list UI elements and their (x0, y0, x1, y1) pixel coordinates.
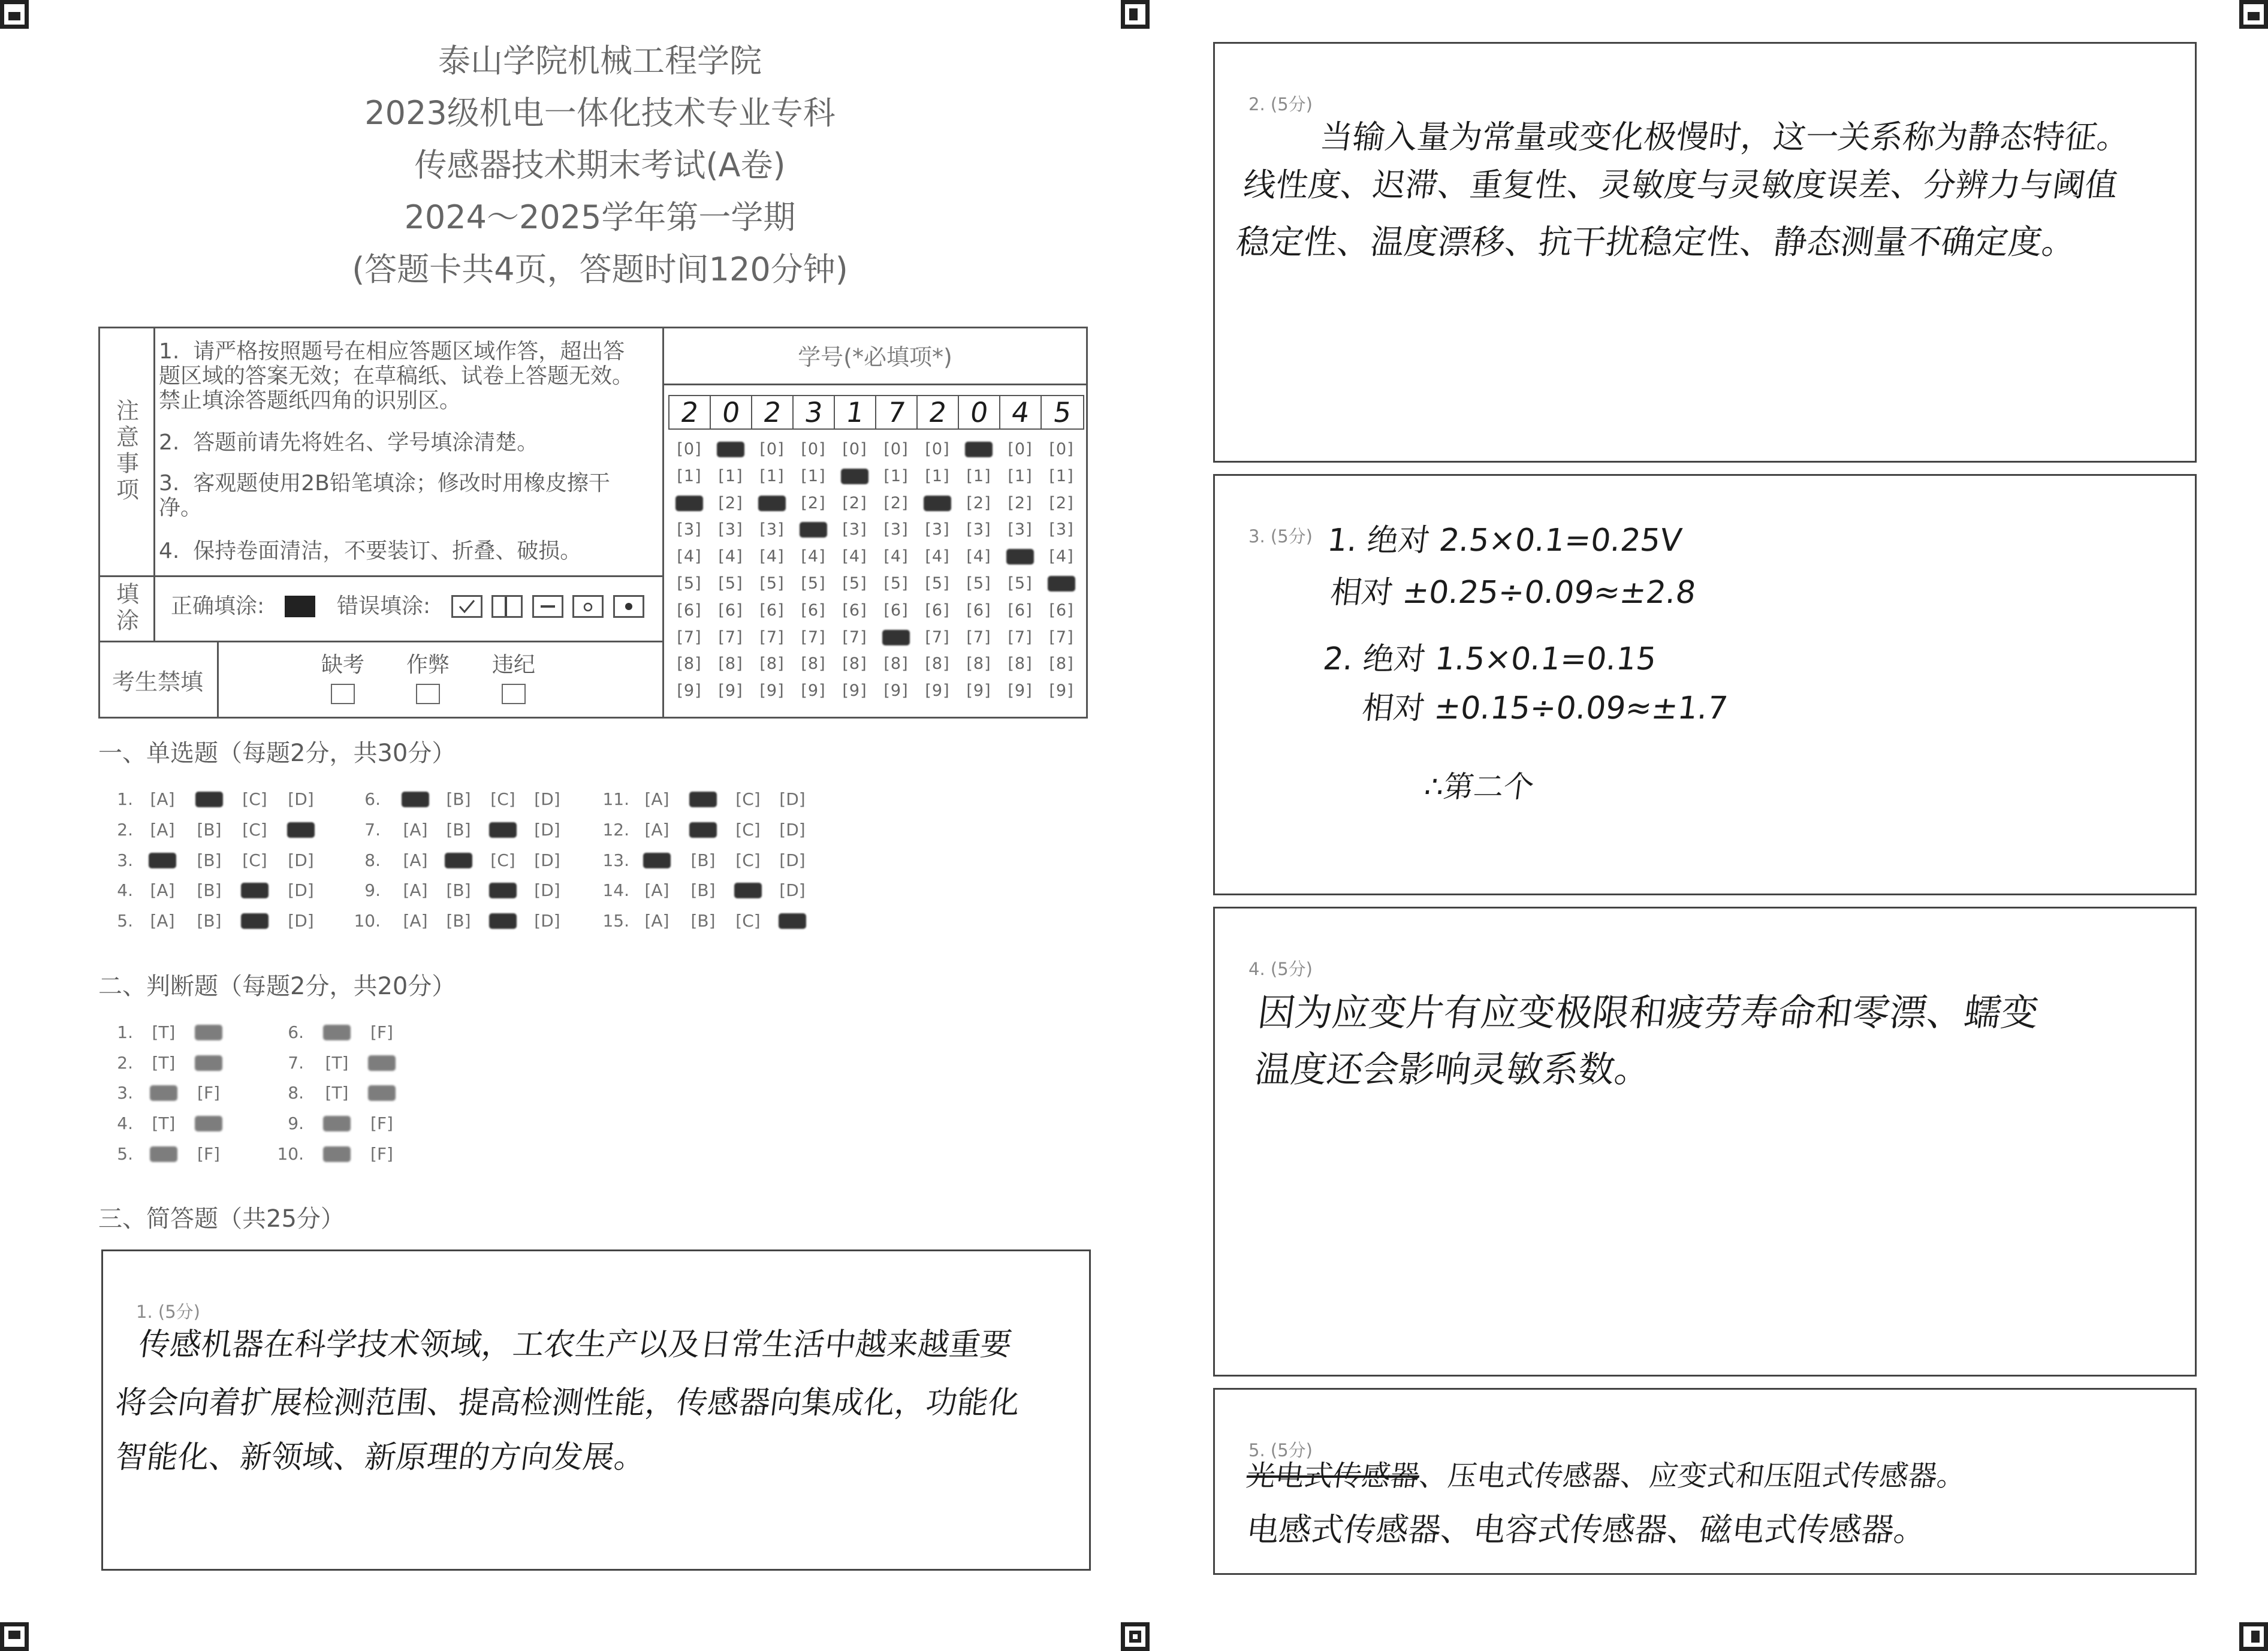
instructions-label-text: 注意事项 (112, 398, 139, 504)
bubble: [0] (842, 440, 867, 458)
bubble: [5] (1008, 574, 1033, 593)
bubble-filled (1006, 549, 1034, 565)
bubble-filled (965, 442, 993, 457)
bubble-filled (841, 469, 868, 484)
question-number: 12. (602, 820, 629, 840)
bubble: [4] (842, 547, 867, 566)
option-filled (150, 1146, 177, 1162)
option-bubble: [A] (150, 911, 175, 931)
answer-box-q4 (1213, 907, 2197, 1377)
bubble: [1] (883, 466, 909, 485)
bubble: [8] (883, 654, 909, 674)
bubble: [4] (677, 547, 702, 566)
option-bubble: [A] (403, 820, 428, 840)
bubble: [6] (966, 600, 991, 620)
bubble-filled (882, 630, 910, 645)
bubble: [5] (677, 574, 702, 593)
bubble: [5] (883, 574, 909, 593)
handwritten-line: 相对 ±0.25÷0.09≈±2.8 (1328, 575, 1698, 611)
question-number: 2. (117, 820, 133, 840)
bubble: [7] (1008, 627, 1033, 647)
handwritten-line: 相对 ±0.15÷0.09≈±1.7 (1360, 690, 1730, 726)
bubble: [9] (883, 681, 909, 701)
option-filled (287, 822, 315, 838)
option-bubble: [C] (735, 820, 761, 840)
bubble: [2] (842, 493, 867, 512)
divider (662, 327, 664, 719)
student-id-digits (668, 395, 1084, 430)
question-number: 4. (117, 1113, 133, 1133)
question-number: 15. (602, 911, 629, 931)
bubble: [6] (842, 600, 867, 620)
question-label-q4: 4. (5分) (1248, 959, 1313, 979)
option-bubble: [F] (370, 1144, 393, 1164)
exam-title: 传感器技术期末考试(A卷) (414, 146, 786, 184)
option-filled (150, 1085, 177, 1101)
student-id-digit: 5 (1051, 396, 1073, 428)
bubble: [3] (842, 520, 867, 539)
question-number: 10. (277, 1144, 304, 1164)
option-bubble: [C] (242, 820, 267, 840)
exam-term: 2024～2025学年第一学期 (404, 198, 796, 236)
bubble: [4] (759, 547, 785, 566)
question-label-q1: 1. (5分) (136, 1302, 200, 1322)
fill-guide-label (98, 575, 153, 641)
divider (662, 384, 1088, 385)
option-bubble: [B] (446, 820, 471, 840)
bubble: [6] (1008, 600, 1033, 620)
bubble: [4] (1049, 547, 1074, 566)
bubble: [1] (1008, 466, 1033, 485)
bubble-filled (924, 496, 951, 511)
question-number: 10. (354, 911, 381, 931)
fiducial-marker-icon (0, 1622, 29, 1651)
divider (153, 327, 155, 641)
bubble: [3] (883, 520, 909, 539)
option-bubble: [A] (644, 911, 669, 931)
bubble: [2] (1049, 493, 1074, 512)
bubble: [7] (718, 627, 743, 647)
bubble-filled (675, 496, 703, 511)
instructions-label (98, 327, 153, 575)
question-number: 5. (117, 1144, 133, 1164)
option-filled (323, 1116, 351, 1131)
option-bubble: [C] (242, 789, 267, 809)
short-answer-title: 三、简答题（共25分） (98, 1205, 345, 1233)
bubble: [7] (759, 627, 785, 647)
option-bubble: [D] (779, 820, 806, 840)
wrong-fill-label: 错误填涂: (337, 594, 431, 618)
option-bubble: [D] (288, 789, 314, 809)
bubble: [0] (677, 440, 702, 458)
bubble: [4] (966, 547, 991, 566)
bubble: [6] (883, 600, 909, 620)
program-name: 2023级机电一体化技术专业专科 (364, 94, 836, 132)
option-bubble: [T] (325, 1083, 349, 1103)
option-bubble: [D] (288, 850, 314, 870)
option-bubble: [A] (644, 820, 669, 840)
option-bubble: [B] (446, 789, 471, 809)
bubble: [9] (759, 681, 785, 701)
student-id-digit-cell (711, 396, 752, 428)
exam-note: (答题卡共4页，答题时间120分钟) (352, 250, 848, 288)
question-number: 8. (288, 1083, 304, 1103)
option-bubble: [D] (288, 880, 314, 900)
option-bubble: [D] (288, 911, 314, 931)
student-id-digit: 0 (968, 396, 990, 428)
school-name: 泰山学院机械工程学院 (438, 42, 762, 80)
option-filled (195, 1025, 222, 1040)
student-id-digit-cell (669, 396, 711, 428)
option-bubble: [A] (403, 850, 428, 870)
bubble: [6] (801, 600, 826, 620)
question-label-q5: 5. (5分) (1248, 1440, 1313, 1460)
question-number: 8. (364, 850, 381, 870)
student-id-digit: 1 (844, 396, 866, 428)
bubble: [3] (1008, 520, 1033, 539)
option-bubble: [D] (534, 911, 560, 931)
bubble: [7] (842, 627, 867, 647)
bubble: [8] (966, 654, 991, 674)
option-bubble: [C] (735, 850, 761, 870)
bubble: [5] (759, 574, 785, 593)
option-bubble: [B] (690, 880, 716, 900)
flag-violation-label: 违纪 (491, 653, 535, 677)
flag-absent-label: 缺考 (321, 653, 364, 677)
student-id-digit-cell (1042, 396, 1083, 428)
fiducial-marker-icon (2239, 1622, 2268, 1651)
option-bubble: [F] (197, 1083, 220, 1103)
question-number: 4. (117, 880, 133, 900)
divider (217, 641, 219, 719)
option-bubble: [A] (644, 880, 669, 900)
student-id-digit: 2 (761, 396, 783, 428)
handwritten-line: 1. 绝对 2.5×0.1=0.25V (1325, 523, 1684, 559)
option-filled (195, 1116, 222, 1131)
bubble: [3] (677, 520, 702, 539)
bubble: [1] (1049, 466, 1074, 485)
option-bubble: [B] (446, 880, 471, 900)
handwritten-line (1244, 1458, 1968, 1494)
dot-icon (613, 595, 644, 618)
bubble: [1] (759, 466, 785, 485)
bubble: [1] (801, 466, 826, 485)
option-bubble: [B] (197, 820, 222, 840)
single-choice-title: 一、单选题（每题2分，共30分） (98, 740, 456, 767)
handwritten-line: 智能化、新领域、新原理的方向发展。 (113, 1439, 648, 1475)
bubble: [9] (1008, 681, 1033, 701)
fiducial-marker-icon (0, 0, 29, 29)
handwritten-line: 将会向着扩展检测范围、提高检测性能，传感器向集成化，功能化 (113, 1385, 1022, 1421)
option-filled (195, 1055, 222, 1071)
bubble: [7] (966, 627, 991, 647)
bubble: [0] (759, 440, 785, 458)
option-bubble: [A] (150, 789, 175, 809)
option-bubble: [A] (403, 911, 428, 931)
divider (98, 575, 662, 577)
student-id-title: 学号(*必填项*) (798, 344, 952, 370)
question-number: 9. (288, 1113, 304, 1133)
option-filled (489, 913, 517, 929)
bubble: [8] (718, 654, 743, 674)
question-number: 6. (288, 1022, 304, 1042)
question-number: 14. (602, 880, 629, 900)
bubble: [3] (718, 520, 743, 539)
instruction-item-4: 4. 保持卷面清洁，不要装订、折叠、破损。 (159, 539, 582, 563)
bubble: [0] (801, 440, 826, 458)
option-bubble: [A] (644, 789, 669, 809)
bubble: [2] (1008, 493, 1033, 512)
option-filled (489, 822, 517, 838)
option-bubble: [C] (735, 911, 761, 931)
student-id-digit-cell (959, 396, 1000, 428)
option-bubble: [A] (150, 880, 175, 900)
small-circle-icon (572, 595, 604, 618)
option-bubble: [B] (197, 911, 222, 931)
option-bubble: [B] (690, 911, 716, 931)
bubble: [9] (718, 681, 743, 701)
student-id-digit: 0 (720, 396, 742, 428)
struck-out-text: 光电式传感器 (1244, 1459, 1422, 1493)
question-label-q2: 2. (5分) (1248, 94, 1313, 114)
question-number: 5. (117, 911, 133, 931)
question-number: 11. (602, 789, 629, 809)
handwritten-line: 稳定性、温度漂移、抗干扰稳定性、静态测量不确定度。 (1234, 223, 2079, 262)
bubble: [2] (966, 493, 991, 512)
bubble: [6] (925, 600, 950, 620)
handwritten-line: 传感机器在科学技术领域，工农生产以及日常生活中越来越重要 (137, 1327, 1014, 1363)
exam-flags-label: 考生禁填 (111, 668, 203, 695)
bubble: [4] (883, 547, 909, 566)
option-bubble: [A] (150, 820, 175, 840)
bubble: [2] (718, 493, 743, 512)
bubble: [9] (1049, 681, 1074, 701)
handwritten-line: 温度还会影响灵敏系数。 (1252, 1049, 1654, 1091)
student-id-digit-cell (835, 396, 876, 428)
question-number: 2. (117, 1053, 133, 1073)
flag-cheating-checkbox (416, 684, 440, 704)
fiducial-marker-icon (1121, 1622, 1150, 1651)
option-filled (368, 1055, 396, 1071)
flag-violation-checkbox (502, 684, 526, 704)
bubble: [0] (1049, 440, 1074, 458)
bubble: [8] (801, 654, 826, 674)
bubble: [9] (677, 681, 702, 701)
bubble: [1] (677, 466, 702, 485)
option-bubble: [D] (779, 880, 806, 900)
bubble: [8] (677, 654, 702, 674)
bubble: [9] (842, 681, 867, 701)
bubble-filled (758, 496, 786, 511)
option-filled (241, 883, 269, 898)
option-bubble: [C] (735, 789, 761, 809)
option-bubble: [D] (534, 880, 560, 900)
bubble: [3] (759, 520, 785, 539)
instruction-item-2: 2. 答题前请先将姓名、学号填涂清楚。 (159, 430, 539, 455)
option-bubble: [T] (152, 1113, 176, 1133)
bubble: [5] (925, 574, 950, 593)
bubble: [0] (1008, 440, 1033, 458)
option-bubble: [F] (197, 1144, 220, 1164)
handwritten-line: ∴第二个 (1422, 769, 1536, 804)
bubble: [7] (801, 627, 826, 647)
student-id-digit: 2 (927, 396, 949, 428)
question-number: 3. (117, 850, 133, 870)
bubble: [8] (1008, 654, 1033, 674)
bubble-filled (717, 442, 744, 457)
bubble: [5] (966, 574, 991, 593)
bubble: [3] (1049, 520, 1074, 539)
question-number: 13. (602, 850, 629, 870)
bubble-filled (1048, 576, 1075, 591)
student-id-digit-cell (752, 396, 794, 428)
bubble: [7] (925, 627, 950, 647)
question-number: 7. (288, 1053, 304, 1073)
bubble: [3] (925, 520, 950, 539)
flag-cheating-label: 作弊 (406, 653, 450, 677)
bubble: [6] (759, 600, 785, 620)
correct-fill-sample (285, 596, 315, 617)
true-false-title: 二、判断题（每题2分，共20分） (98, 973, 456, 1000)
bubble: [4] (718, 547, 743, 566)
handwritten-line: 电感式传感器、电容式传感器、磁电式传感器。 (1244, 1511, 1929, 1549)
bubble: [1] (966, 466, 991, 485)
bubble: [5] (718, 574, 743, 593)
option-filled (195, 792, 223, 807)
fiducial-marker-icon (2239, 0, 2268, 29)
bubble: [8] (925, 654, 950, 674)
option-filled (489, 883, 517, 898)
option-bubble: [C] (490, 850, 515, 870)
option-filled (689, 792, 717, 807)
handwritten-line: 2. 绝对 1.5×0.1=0.15 (1321, 641, 1658, 677)
exam-header (0, 35, 1200, 295)
option-bubble: [B] (446, 911, 471, 931)
handwritten-line: 因为应变片有应变极限和疲劳寿命和零漂、蠕变 (1255, 991, 2041, 1034)
option-bubble: [D] (534, 789, 560, 809)
option-bubble: [D] (779, 789, 806, 809)
option-bubble: [B] (197, 850, 222, 870)
option-filled (241, 913, 269, 929)
student-id-digit-cell (876, 396, 918, 428)
option-bubble: [B] (197, 880, 222, 900)
student-id-digit-cell (918, 396, 959, 428)
bubble: [6] (1049, 600, 1074, 620)
option-filled (779, 913, 806, 929)
bubble: [9] (801, 681, 826, 701)
bubble: [4] (801, 547, 826, 566)
question-number: 1. (117, 1022, 133, 1042)
check-mark-icon (451, 595, 482, 618)
dash-icon (532, 595, 563, 618)
bubble: [6] (718, 600, 743, 620)
option-bubble: [C] (490, 789, 515, 809)
bubble: [6] (677, 600, 702, 620)
question-number: 1. (117, 789, 133, 809)
bubble: [2] (801, 493, 826, 512)
question-number: 3. (117, 1083, 133, 1103)
option-bubble: [D] (779, 850, 806, 870)
option-bubble: [B] (690, 850, 716, 870)
bubble: [0] (925, 440, 950, 458)
option-filled (689, 822, 717, 838)
student-id-digit-cell (794, 396, 835, 428)
student-id-digit: 3 (803, 396, 825, 428)
student-id-digit: 7 (885, 396, 907, 428)
option-bubble: [F] (370, 1113, 393, 1133)
bubble: [5] (842, 574, 867, 593)
option-bubble: [A] (403, 880, 428, 900)
option-filled (445, 853, 472, 868)
option-bubble: [T] (152, 1053, 176, 1073)
bubble-filled (800, 522, 827, 538)
bubble: [8] (1049, 654, 1074, 674)
instruction-item-3: 3. 客观题使用2B铅笔填涂；修改时用橡皮擦干净。 (159, 471, 610, 520)
student-id-digit: 4 (1009, 396, 1032, 428)
bubble: [1] (925, 466, 950, 485)
handwritten-line: 当输入量为常量或变化极慢时，这一关系称为静态特征。 (1318, 118, 2132, 156)
option-filled (149, 853, 176, 868)
option-bubble: [D] (534, 820, 560, 840)
bubble: [7] (677, 627, 702, 647)
question-number: 7. (364, 820, 381, 840)
instruction-item-1: 1. 请严格按照题号在相应答题区域作答，超出答题区域的答案无效；在草稿纸、试卷上答题无效。禁止填涂答题纸四角的识别区。 (159, 339, 634, 413)
flag-absent-checkbox (331, 684, 355, 704)
student-id-digit-cell (1000, 396, 1042, 428)
option-filled (368, 1085, 396, 1101)
student-id-digit: 2 (678, 396, 701, 428)
bubble: [8] (759, 654, 785, 674)
bubble: [9] (966, 681, 991, 701)
option-bubble: [T] (152, 1022, 176, 1042)
option-filled (734, 883, 762, 898)
question-number: 6. (364, 789, 381, 809)
question-number: 9. (364, 880, 381, 900)
bubble: [9] (925, 681, 950, 701)
option-bubble: [F] (370, 1022, 393, 1042)
handwritten-line: 线性度、迟滞、重复性、灵敏度与灵敏度误差、分辨力与阈值 (1241, 166, 2120, 204)
option-bubble: [D] (534, 850, 560, 870)
bubble: [7] (1049, 627, 1074, 647)
handwritten-text: 、压电式传感器、应变式和压阻式传感器。 (1417, 1459, 1968, 1493)
option-bubble: [T] (325, 1053, 349, 1073)
bubble: [3] (966, 520, 991, 539)
bubble: [2] (883, 493, 909, 512)
correct-fill-label: 正确填涂: (171, 594, 265, 618)
option-bubble: [C] (242, 850, 267, 870)
option-filled (643, 853, 671, 868)
option-filled (402, 792, 429, 807)
fill-guide-label-text: 填涂 (112, 581, 139, 635)
question-label-q3: 3. (5分) (1248, 526, 1313, 547)
bubble: [5] (801, 574, 826, 593)
bubble: [1] (718, 466, 743, 485)
half-bar-icon (491, 595, 523, 618)
option-filled (323, 1025, 351, 1040)
bubble: [4] (925, 547, 950, 566)
bubble: [0] (883, 440, 909, 458)
bubble: [8] (842, 654, 867, 674)
option-filled (323, 1146, 351, 1162)
fiducial-marker-icon (1121, 0, 1150, 29)
